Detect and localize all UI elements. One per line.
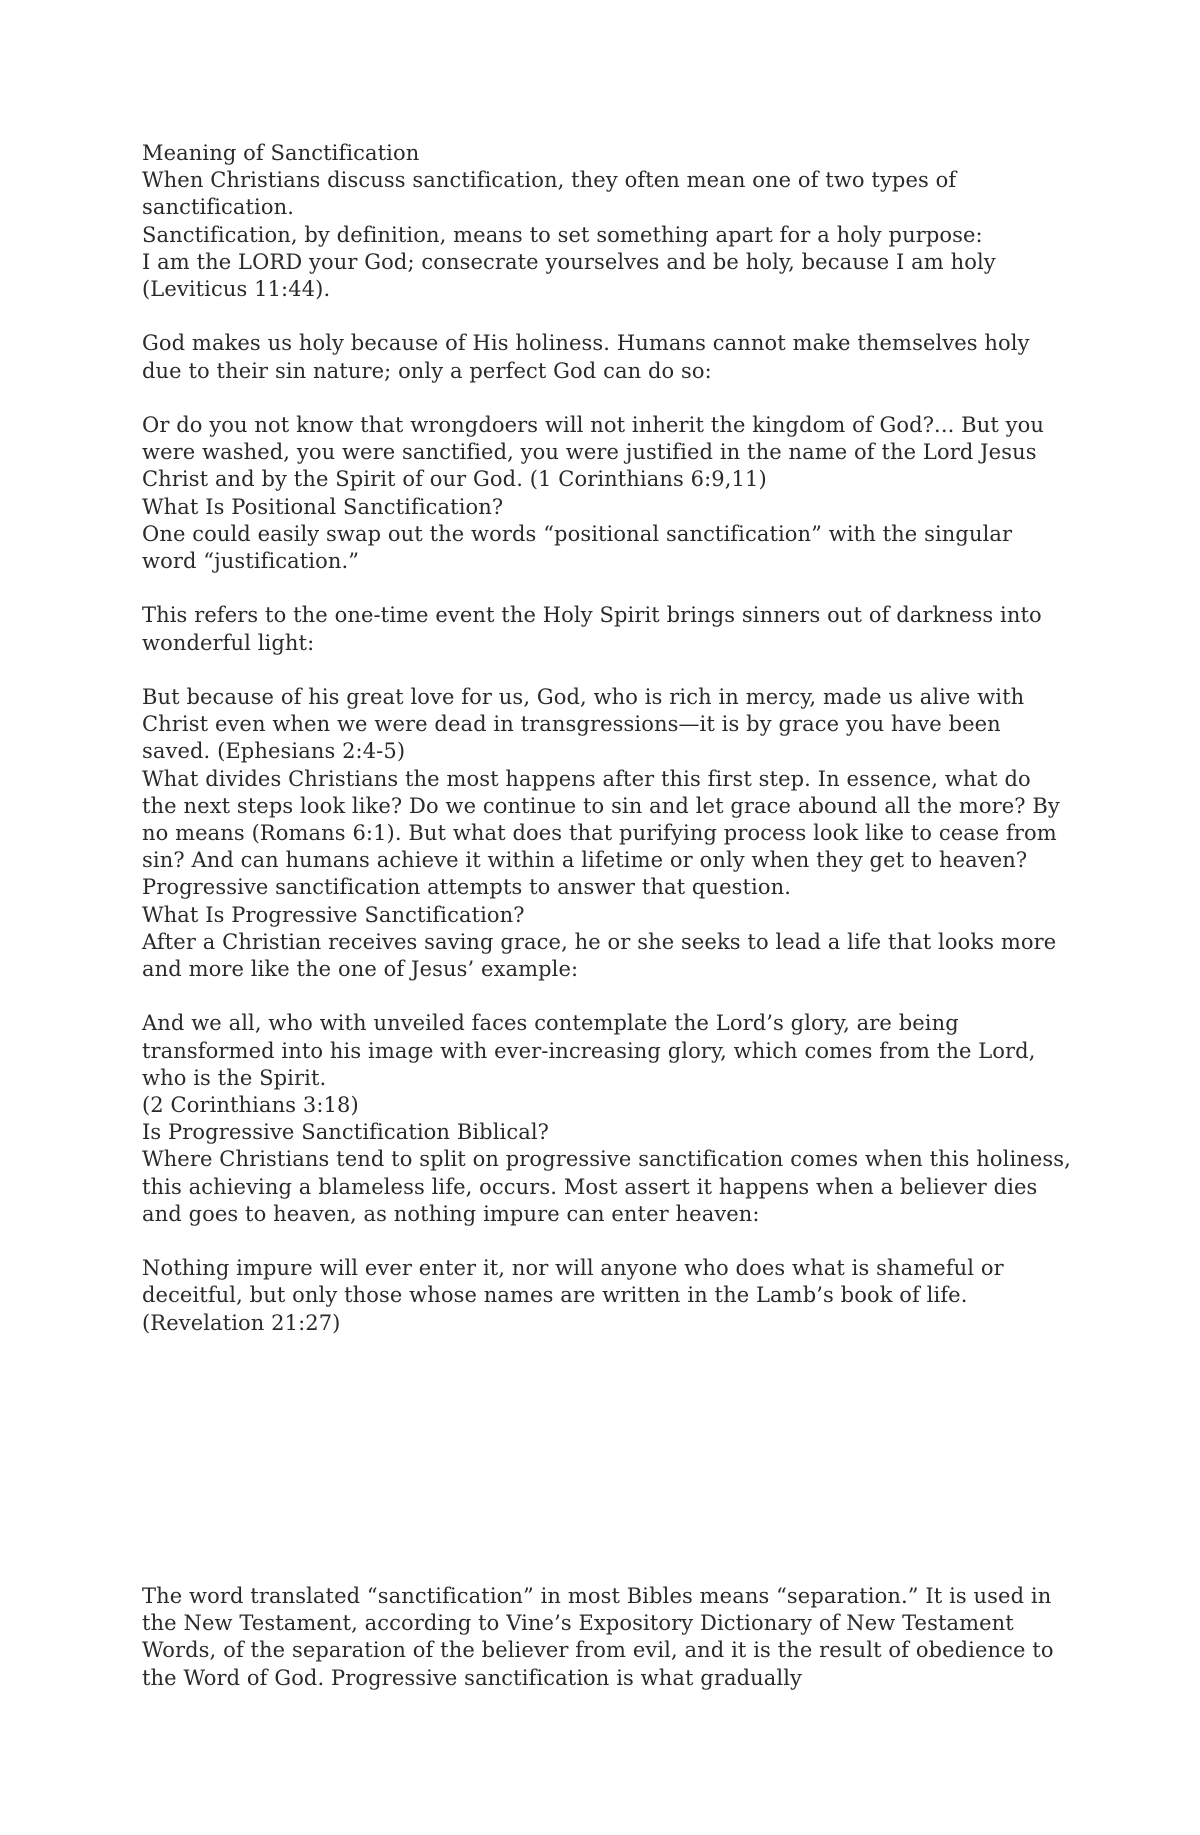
paragraph: This refers to the one-time event the Holy Spirit brings sinners out of darkness into wonderful light: [142,603,1042,655]
section-heading: Is Progressive Sanctification Biblical? [142,1120,550,1145]
scripture-quote: Or do you not know that wrongdoers will not inherit the kingdom of God?... But you were washed, you were sanctified, you were justified in the name of the Lord Jesus Christ and by the Spirit of our God. (1 Corinthians 6:9,11) [142,413,1044,492]
scripture-quote: I am the LORD your God; consecrate yourselves and be holy, because I am holy (Leviticus 11:44). [142,249,996,302]
scripture-quote: And we all, who with unveiled faces contemplate the Lord’s glory, are being transformed into his image with ever-increasing glory, which comes from the Lord, who is the Spirit. [142,1011,1036,1090]
paragraph: Sanctification, by definition, means to set something apart for a holy purpose: [142,222,983,247]
blank-line [142,575,1072,602]
paragraph: God makes us holy because of His holiness. Humans cannot make themselves holy due to their sin nature; only a perfect God can do so: [142,331,1030,383]
blank-line [142,1228,1072,1255]
document-body-continued [142,1583,1072,1692]
blank-line [142,657,1072,684]
document-title: Meaning of Sanctification [142,141,420,165]
blank-line [142,385,1072,412]
scripture-reference: (2 Corinthians 3:18) [142,1093,359,1118]
paragraph: When Christians discuss sanctification, they often mean one of two types of sanctification. [142,168,957,220]
document-body [142,140,1072,1337]
scripture-quote: Nothing impure will ever enter it, nor will anyone who does what is shameful or deceitful, but only those whose names are written in the Lamb’s book of life. (Revelation 21:27) [142,1256,1004,1335]
blank-line [142,303,1072,330]
scripture-quote: But because of his great love for us, God, who is rich in mercy, made us alive with Christ even when we were dead in transgressions—it is by grace you have been saved. (Ephesians 2:4-5) [142,685,1025,764]
paragraph: What divides Christians the most happens after this first step. In essence, what do the next steps look like? Do we continue to sin and let grace abound all the more? By no means (Romans 6:1). But what does that purifying process look like to cease from sin? And can humans achieve it within a lifetime or only when they get to heaven? Progressive sanctification attempts to answer that question. [142,766,1060,900]
paragraph: One could easily swap out the words “positional sanctification” with the singular word “justification.” [142,521,1013,574]
section-heading: What Is Positional Sanctification? [142,494,504,519]
paragraph: After a Christian receives saving grace, he or she seeks to lead a life that looks more and more like the one of Jesus’ example: [142,929,1057,982]
paragraph: The word translated “sanctification” in most Bibles means “separation.” It is used in the New Testament, according to Vine’s Expository Dictionary of New Testament Words, of the separation of the believer from evil, and it is the result of obedience to the Word of God. Progressive sanctification is what gradually [142,1584,1054,1690]
section-heading: What Is Progressive Sanctification? [142,902,525,927]
paragraph: Where Christians tend to split on progressive sanctification comes when this holiness, this achieving a blameless life, occurs. Most assert it happens when a believer dies and goes to heaven, as nothing impure can enter heaven: [142,1147,1071,1226]
blank-line [142,983,1072,1010]
